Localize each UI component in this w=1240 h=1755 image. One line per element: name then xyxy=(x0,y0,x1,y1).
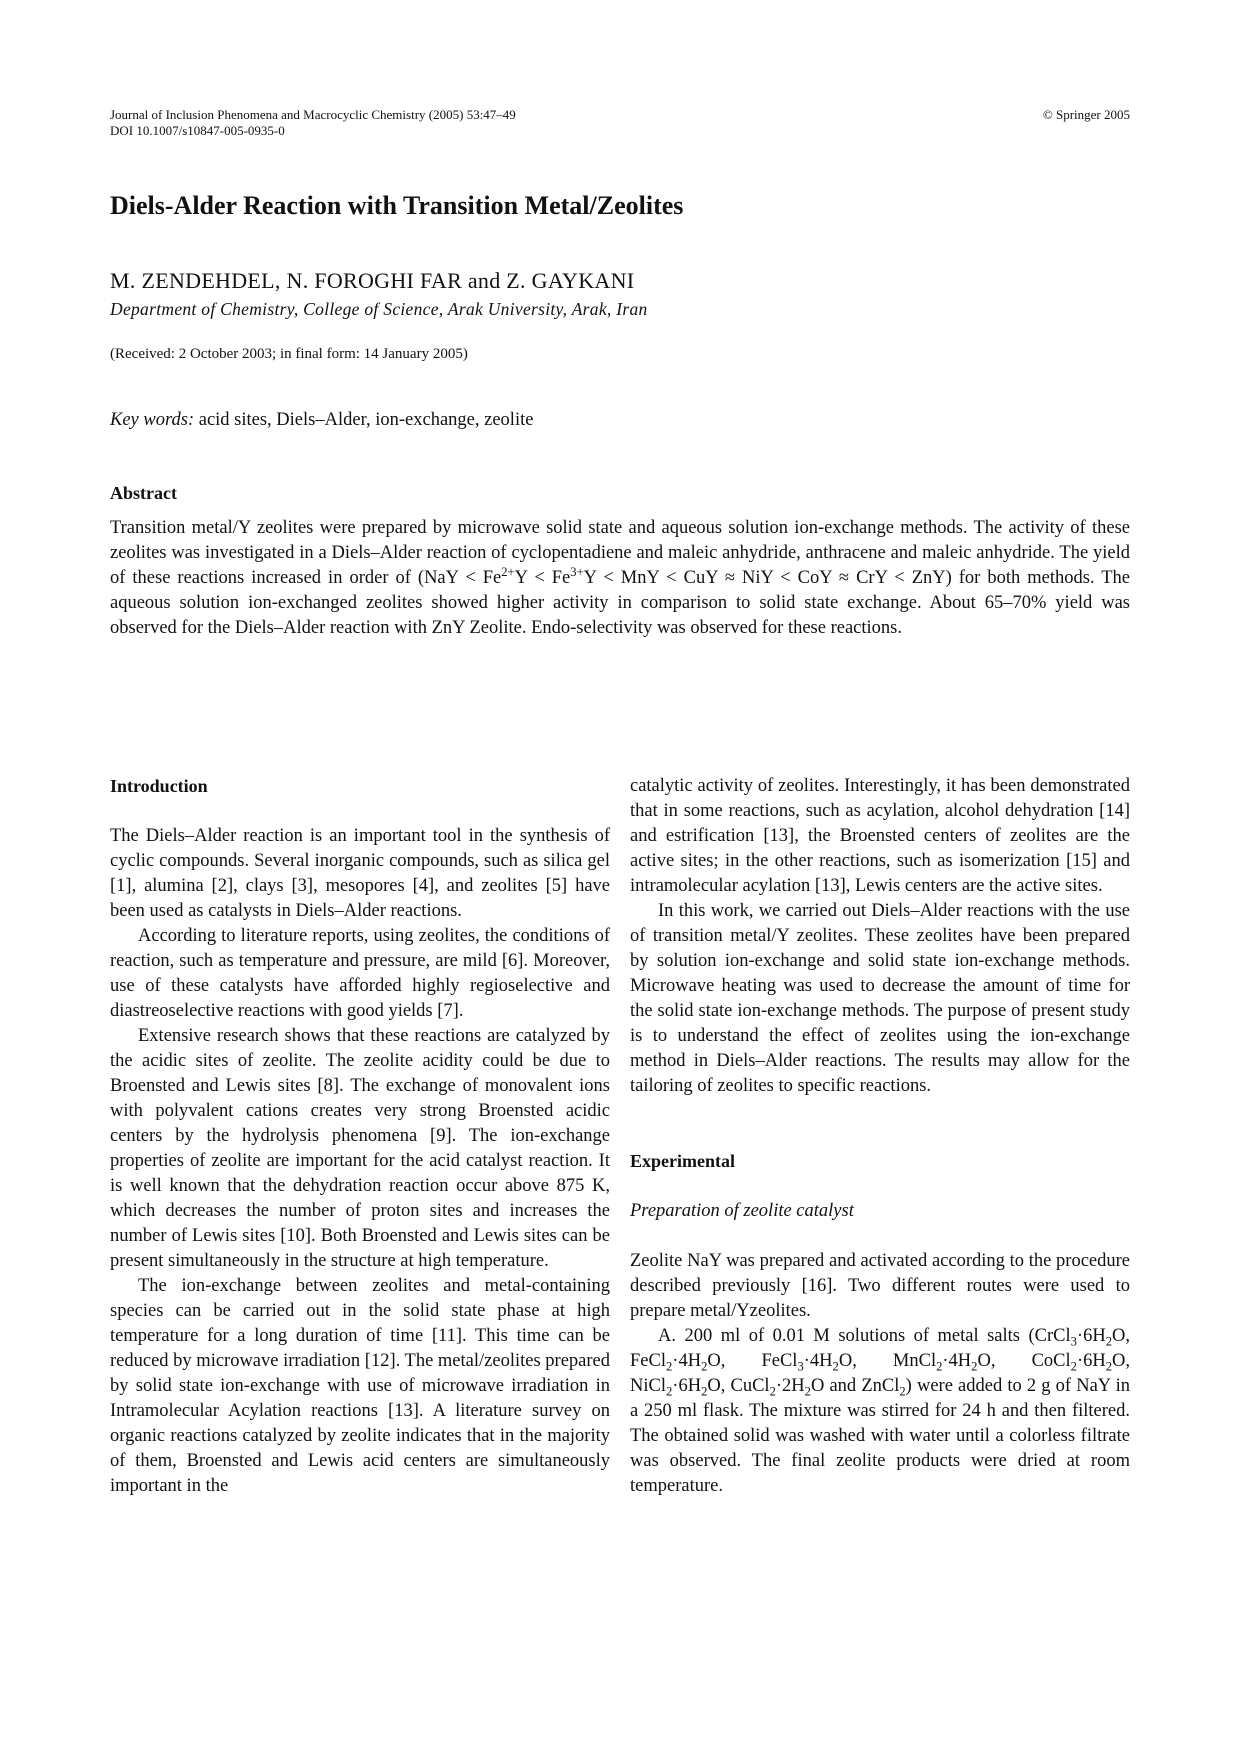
journal-citation: Journal of Inclusion Phenomena and Macrocyclic Chemistry (2005) 53:47–49 xyxy=(110,107,516,122)
authors: M. ZENDEHDEL, N. FOROGHI FAR and Z. GAYKANI xyxy=(110,268,635,293)
metal-salt-list: $CrCl_3\cdot 6H_2O$, $FeCl_2\cdot 4H_2O$, $FeCl_3\cdot 4H_2O$, $MnCl_2\cdot 4H_2O$, $CoCl_2\cdot 6H_2O$, $NiCl_2\cdot 6H_2O$, $CuCl_2\cdot 2H_2O$ and xyxy=(630,1326,1131,1399)
left-column xyxy=(110,774,610,1499)
experimental-paragraph: A. 200 ml of 0.01 M solutions of metal salts ($CrCl_3\cdot 6H_2O$, $FeCl_2\cdot 4H_2O$, $FeCl_3\cdot 4H_2O$, $MnCl_2\cdot 4H_2O$, $CoCl_2\cdot 6H_2O$, $NiCl_2\cdot 6H_2O$, $CuCl_2\cdot 2H_2O$ and ZnCl$_2$) were added to 2 g of NaY in a 250 ml flask. The mixture was stirred for 24 h and then filtered. The obtained solid was washed with water until a colorless filtrate was observed. The final zeolite products were dried at room temperature. xyxy=(630,1326,1131,1496)
intro-paragraph: In this work, we carried out Diels–Alder reactions with the use of transition metal/Y zeolites. These zeolites have been prepared by solution ion-exchange and solid state ion-exchange methods. Microwave heating was used to decrease the amount of time for the solid state ion-exchange methods. The purpose of present study is to understand the effect of zeolites using the ion-exchange method in Diels–Alder reactions. The results may allow for the tailoring of zeolites to specific reactions. xyxy=(630,901,1130,1096)
metal-salt-formula: $FeCl_3\cdot 4H_2O$ xyxy=(761,1351,853,1374)
metal-salt-formula: $CuCl_2\cdot 2H_2O$ xyxy=(730,1376,825,1399)
abstract-text: Transition metal/Y zeolites were prepared by microwave solid state and aqueous solution ion-exchange methods. The activity of these zeolites was investigated in a Diels–Alder reaction of cyclopentadiene and maleic anhydride, anthracene and maleic anhydride. The yield of these reactions increased in order of ($NaY < Fe^{2+}Y < Fe^{3+}Y$ < MnY < CuY ≈ NiY < CoY ≈ CrY < ZnY) for both methods. The aqueous solution ion-exchanged zeolites showed higher activity in comparison to solid state exchange. About 65–70% yield was observed for the Diels–Alder reaction with ZnY Zeolite. Endo-selectivity was observed for these reactions. xyxy=(110,518,1130,638)
introduction-heading: Introduction xyxy=(110,776,208,796)
affiliation: Department of Chemistry, College of Science, Arak University, Arak, Iran xyxy=(110,299,648,319)
experimental-paragraph: Zeolite NaY was prepared and activated according to the procedure described previously [16]. Two different routes were used to prepare metal/Yzeolites. xyxy=(630,1251,1130,1321)
keywords xyxy=(110,408,533,432)
metal-salt-formula: $MnCl_2\cdot 4H_2O$ xyxy=(892,1351,991,1374)
running-head xyxy=(110,107,516,139)
intro-paragraph: The Diels–Alder reaction is an important tool in the synthesis of cyclic compounds. Several inorganic compounds, such as silica gel [1], alumina [2], clays [3], mesopores [4], and zeolites [5] have been used as catalysts in Diels–Alder reactions. xyxy=(110,826,610,921)
keywords-label: Key words: xyxy=(110,410,195,430)
right-column xyxy=(630,774,1130,1499)
intro-paragraph: Extensive research shows that these reactions are catalyzed by the acidic sites of zeolite. The zeolite acidity could be due to Broensted and Lewis sites [8]. The exchange of monovalent ions with polyvalent cations creates very strong Broensted acidic centers by the hydrolysis phenomena [9]. The ion-exchange properties of zeolite are important for the acid catalyst reaction. It is well known that the dehydration reaction occur above 875 K, which decreases the number of proton sites and increases the number of Lewis sites [10]. Both Broensted and Lewis sites can be present simultaneously in the structure at high temperature. xyxy=(110,1026,610,1271)
metal-salt-formula: $CoCl_2\cdot 6H_2O$ xyxy=(1031,1351,1126,1374)
abstract-heading: Abstract xyxy=(110,483,177,503)
metal-salt-formula: $CrCl_3\cdot 6H_2O$ xyxy=(1034,1326,1126,1349)
experimental-heading: Experimental xyxy=(630,1151,735,1171)
intro-paragraph: According to literature reports, using zeolites, the conditions of reaction, such as temperature and pressure, are mild [6]. Moreover, use of these catalysts have afforded highly regioselective and diastreoselective reactions with good yields [7]. xyxy=(110,926,610,1021)
subsection-heading: Preparation of zeolite catalyst xyxy=(630,1201,854,1221)
keywords-text: acid sites, Diels–Alder, ion-exchange, zeolite xyxy=(198,410,534,430)
metal-salt-formula: $FeCl_2\cdot 4H_2O$ xyxy=(630,1351,721,1374)
paper-title: Diels-Alder Reaction with Transition Metal/Zeolites xyxy=(110,191,684,220)
metal-salt-formula: $NiCl_2\cdot 6H_2O$ xyxy=(630,1376,721,1399)
copyright-notice: © Springer 2005 xyxy=(1042,107,1130,122)
intro-paragraph: catalytic activity of zeolites. Interestingly, it has been demonstrated that in some reactions, such as acylation, alcohol dehydration [14] and estrification [13], the Broensted centers of zeolites are the active sites; in the other reactions, such as isomerization [15] and intramolecular acylation [13], Lewis centers are the active sites. xyxy=(630,776,1130,896)
intro-paragraph: The ion-exchange between zeolites and metal-containing species can be carried out in the solid state phase at high temperature for a long duration of time [11]. This time can be reduced by microwave irradiation [12]. The metal/zeolites prepared by solid state ion-exchange with use of microwave irradiation in Intramolecular Acylation reactions [13]. A literature survey on organic reactions catalyzed by zeolite indicates that in the majority of them, Broensted and Lewis acid centers are simultaneously important in the xyxy=(110,1276,610,1496)
received-dates: (Received: 2 October 2003; in final form: 14 January 2005) xyxy=(110,346,468,362)
doi: DOI 10.1007/s10847-005-0935-0 xyxy=(110,123,285,138)
